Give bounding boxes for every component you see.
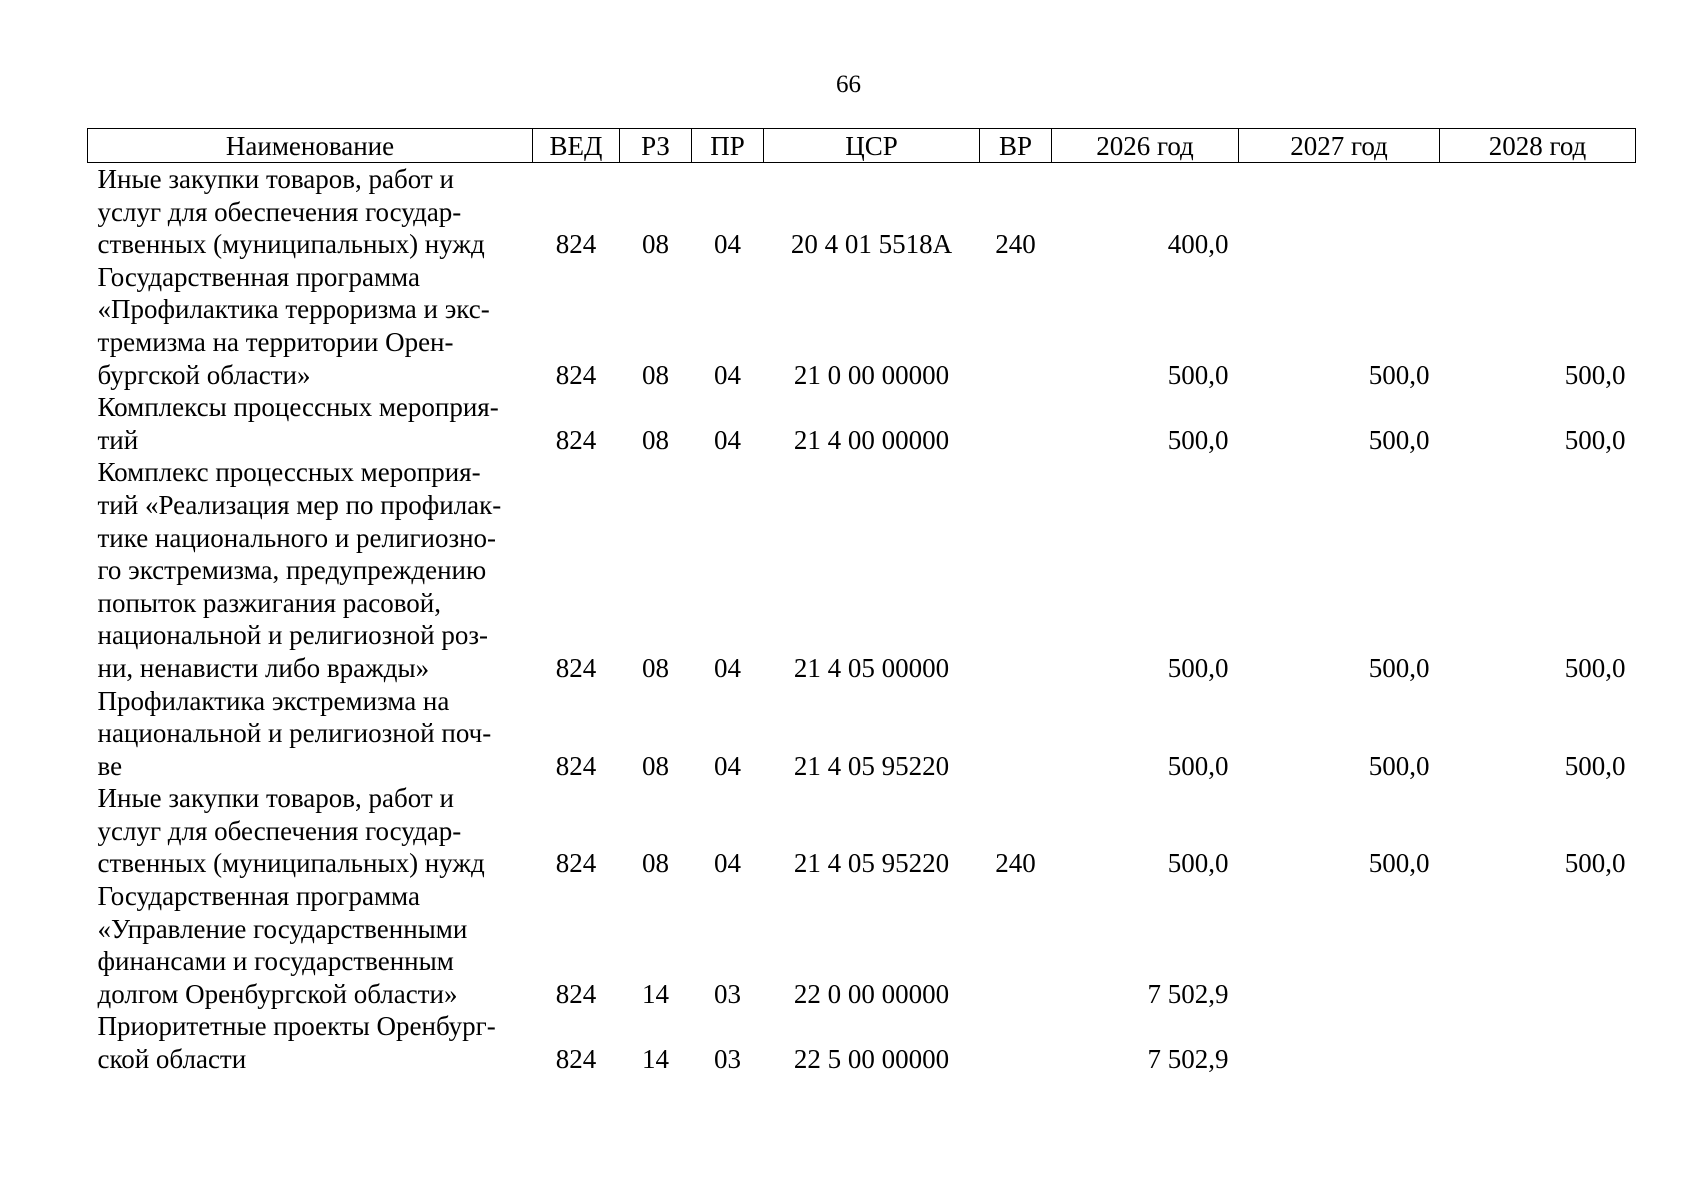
table-row — [88, 685, 1636, 783]
header-vr: ВР — [980, 129, 1052, 163]
row-vr — [980, 391, 1052, 456]
row-csr: 21 4 05 95220 — [793, 848, 950, 879]
row-2026: 500,0 — [1167, 848, 1229, 879]
page-number: 66 — [836, 71, 861, 98]
row-csr: 22 5 00 00000 — [793, 1044, 950, 1075]
row-rz: 08 — [642, 750, 669, 781]
row-rz: 08 — [642, 848, 669, 879]
header-csr: ЦСР — [764, 129, 980, 163]
row-rz: 08 — [642, 229, 669, 260]
table-row — [88, 1010, 1636, 1075]
row-2026: 7 502,9 — [1147, 1044, 1229, 1075]
row-pr: 04 — [714, 848, 741, 879]
row-ved: 824 — [555, 1044, 597, 1075]
header-2026: 2026 год — [1052, 129, 1239, 163]
row-name: Приоритетные проекты Оренбург- ской области — [97, 1011, 496, 1075]
row-2027: 500,0 — [1368, 424, 1430, 455]
row-csr: 20 4 01 5518A — [790, 229, 953, 260]
row-pr: 03 — [714, 978, 741, 1009]
row-rz: 14 — [642, 978, 669, 1009]
row-name: Государственная программа «Управление государственными финансами и государственным долгом Оренбургской области» — [97, 881, 468, 1009]
row-2026: 7 502,9 — [1147, 978, 1229, 1009]
row-rz: 08 — [642, 652, 669, 683]
header-row — [88, 129, 1636, 163]
row-2028: 500,0 — [1564, 652, 1626, 683]
row-rz: 14 — [642, 1044, 669, 1075]
table-row — [88, 880, 1636, 1010]
row-ved: 824 — [555, 652, 597, 683]
budget-table — [87, 128, 1636, 1076]
row-ved: 824 — [555, 848, 597, 879]
table-body — [88, 163, 1636, 1076]
row-2028 — [1440, 1010, 1636, 1075]
row-vr — [980, 456, 1052, 684]
row-pr: 04 — [714, 424, 741, 455]
row-ved: 824 — [555, 424, 597, 455]
row-rz: 08 — [642, 359, 669, 390]
row-ved: 824 — [555, 978, 597, 1009]
header-name: Наименование — [88, 129, 533, 163]
row-ved: 824 — [555, 359, 597, 390]
header-2027: 2027 год — [1239, 129, 1440, 163]
row-vr — [980, 880, 1052, 1010]
row-2028: 500,0 — [1564, 359, 1626, 390]
row-vr — [980, 1010, 1052, 1075]
row-2027: 500,0 — [1368, 750, 1430, 781]
row-csr: 21 4 00 00000 — [793, 424, 950, 455]
row-name: Иные закупки товаров, работ и услуг для обеспечения государ- ственных (муниципальных) нужд — [97, 164, 485, 260]
row-2026: 500,0 — [1167, 652, 1229, 683]
row-ved: 824 — [555, 750, 597, 781]
table-header — [88, 129, 1636, 163]
table-row — [88, 163, 1636, 261]
row-rz: 08 — [642, 424, 669, 455]
row-2026: 500,0 — [1167, 359, 1229, 390]
row-name: Профилактика экстремизма на национальной и религиозной поч- ве — [97, 685, 492, 781]
table-row — [88, 261, 1636, 391]
row-vr: 240 — [995, 848, 1036, 879]
row-csr: 21 0 00 00000 — [793, 359, 950, 390]
row-csr: 21 4 05 95220 — [793, 750, 950, 781]
header-rz: РЗ — [620, 129, 692, 163]
row-vr: 240 — [995, 229, 1036, 260]
row-2028 — [1440, 880, 1636, 1010]
row-name: Комплексы процессных мероприя- тий — [97, 392, 499, 455]
row-2027 — [1239, 880, 1440, 1010]
row-2028: 500,0 — [1564, 848, 1626, 879]
row-pr: 04 — [714, 359, 741, 390]
row-2027: 500,0 — [1368, 652, 1430, 683]
row-2028: 500,0 — [1564, 424, 1626, 455]
table-row — [88, 391, 1636, 456]
row-pr: 04 — [714, 229, 741, 260]
row-2028: 500,0 — [1564, 750, 1626, 781]
table-row — [88, 782, 1636, 880]
row-2026: 500,0 — [1167, 750, 1229, 781]
row-vr — [980, 685, 1052, 783]
row-vr — [980, 261, 1052, 391]
row-pr: 03 — [714, 1044, 741, 1075]
table-row — [88, 456, 1636, 684]
row-2027: 500,0 — [1368, 359, 1430, 390]
row-2026: 500,0 — [1167, 424, 1229, 455]
row-pr: 04 — [714, 750, 741, 781]
row-2028 — [1440, 163, 1636, 261]
row-name: Иные закупки товаров, работ и услуг для обеспечения государ- ственных (муниципальных) нужд — [97, 783, 485, 879]
row-name: Комплекс процессных мероприя- тий «Реализация мер по профилак- тике национального и религиозно- го экстремизма, предупреждению попыток разжигания расовой, национальной и религиозной роз- ни, ненависти либо вражды» — [97, 457, 502, 683]
row-pr: 04 — [714, 652, 741, 683]
row-2027 — [1239, 1010, 1440, 1075]
header-pr: ПР — [692, 129, 764, 163]
header-ved: ВЕД — [533, 129, 620, 163]
header-2028: 2028 год — [1440, 129, 1636, 163]
row-2027 — [1239, 163, 1440, 261]
row-ved: 824 — [555, 229, 597, 260]
row-name: Государственная программа «Профилактика терроризма и экс- тремизма на территории Орен- бургской области» — [97, 261, 490, 390]
row-csr: 22 0 00 00000 — [793, 978, 950, 1009]
row-csr: 21 4 05 00000 — [793, 652, 950, 683]
row-2026: 400,0 — [1167, 229, 1229, 260]
row-2027: 500,0 — [1368, 848, 1430, 879]
